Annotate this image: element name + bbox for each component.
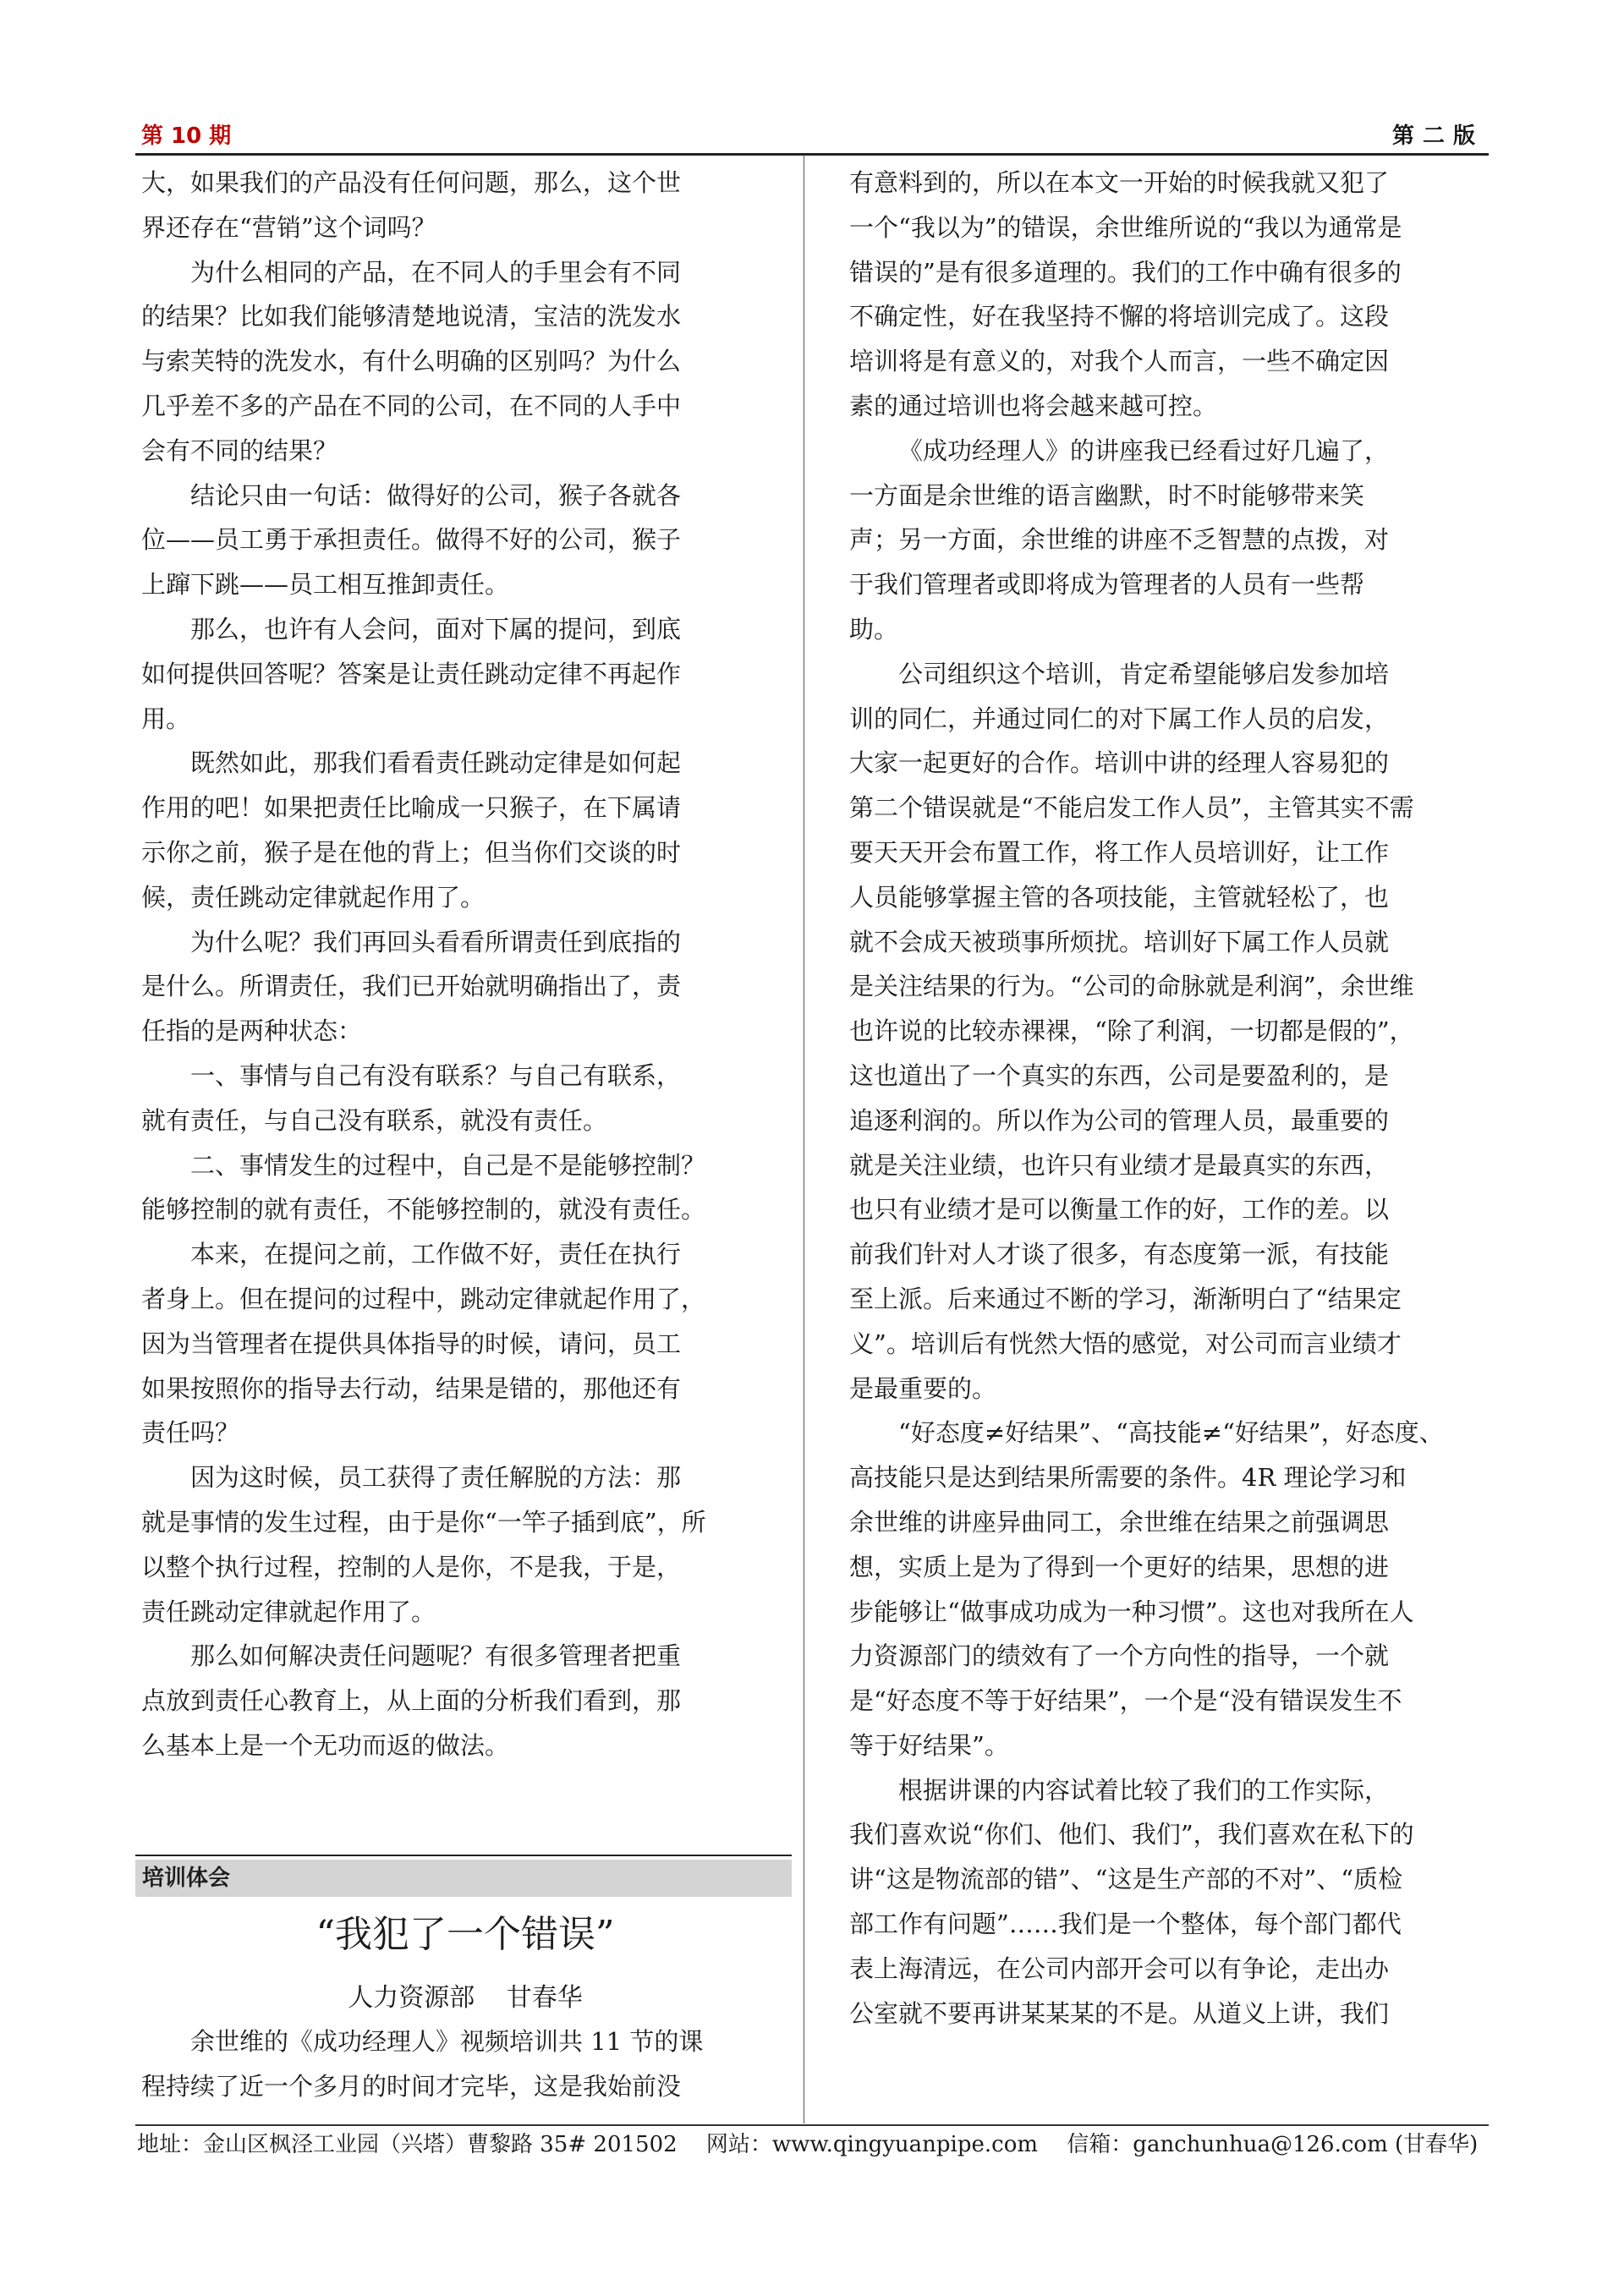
text-line: 训的同仁，并通过同仁的对下属工作人员的启发， xyxy=(849,704,1390,733)
text-line: 高技能只是达到结果所需要的条件。4R 理论学习和 xyxy=(849,1463,1407,1493)
text-line: 也只有业绩才是可以衡量工作的好，工作的差。以 xyxy=(849,1195,1390,1225)
header-rule xyxy=(135,153,1489,156)
text-line: 作用的吧！如果把责任比喻成一只猴子，在下属请 xyxy=(141,793,682,823)
text-line: 要天天开会布置工作，将工作人员培训好，让工作 xyxy=(849,837,1390,867)
text-line: 为什么相同的产品，在不同人的手里会有不同 xyxy=(190,257,682,287)
text-line: 公司组织这个培训，肯定希望能够启发参加培 xyxy=(898,659,1390,688)
text-line: 任指的是两种状态： xyxy=(141,1016,363,1046)
text-line: 余世维的《成功经理人》视频培训共 11 节的课 xyxy=(190,2027,704,2056)
text-line: 声；另一方面，余世维的讲座不乏智慧的点拨，对 xyxy=(849,525,1390,555)
text-line: 者身上。但在提问的过程中，跳动定律就起作用了， xyxy=(141,1284,706,1313)
text-line: 前我们针对人才谈了很多，有态度第一派，有技能 xyxy=(849,1240,1390,1269)
text-line: 因为这时候，员工获得了责任解脱的方法：那 xyxy=(190,1463,682,1493)
text-line: 是什么。所谓责任，我们已开始就明确指出了，责 xyxy=(141,972,682,1001)
text-line: “好态度≠好结果”、“高技能≠“好结果”，好态度、 xyxy=(898,1418,1444,1448)
text-line: 不确定性，好在我坚持不懈的将培训完成了。这段 xyxy=(849,302,1390,332)
text-line: 与索芙特的洗发水，有什么明确的区别吗？为什么 xyxy=(141,347,682,376)
text-line: 想，实质上是为了得到一个更好的结果，思想的进 xyxy=(849,1552,1390,1581)
footer-email: 信箱：ganchunhua@126.com (甘春华) xyxy=(1067,2132,1479,2157)
text-line: 素的通过培训也将会越来越可控。 xyxy=(849,391,1218,420)
text-line: 错误的”是有很多道理的。我们的工作中确有很多的 xyxy=(849,257,1402,287)
text-line: 有意料到的，所以在本文一开始的时候我就又犯了 xyxy=(849,168,1390,197)
text-line: 结论只由一句话：做得好的公司，猴子各就各 xyxy=(190,480,682,510)
text-line: 几乎差不多的产品在不同的公司，在不同的人手中 xyxy=(141,391,682,420)
text-line: 这也道出了一个真实的东西，公司是要盈利的，是 xyxy=(849,1060,1390,1090)
right-column xyxy=(849,161,1492,2036)
text-line: 大，如果我们的产品没有任何问题，那么，这个世 xyxy=(141,168,682,197)
text-line: 至上派。后来通过不断的学习，渐渐明白了“结果定 xyxy=(849,1284,1402,1313)
text-line: 步能够让“做事成功成为一种习惯”。这也对我所在人 xyxy=(849,1597,1414,1626)
text-line: 于我们管理者或即将成为管理者的人员有一些帮 xyxy=(849,570,1365,600)
issue-number: 第 10 期 xyxy=(141,123,232,149)
text-line: 就是事情的发生过程，由于是你“一竿子插到底”，所 xyxy=(141,1507,706,1537)
text-line: 表上海清远，在公司内部开会可以有争论，走出办 xyxy=(849,1954,1390,1983)
text-line: 我们喜欢说“你们、他们、我们”，我们喜欢在私下的 xyxy=(849,1820,1414,1849)
text-line: 界还存在“营销”这个词吗？ xyxy=(141,212,436,242)
text-line: 为什么呢？我们再回头看看所谓责任到底指的 xyxy=(190,927,682,956)
text-line: 大家一起更好的合作。培训中讲的经理人容易犯的 xyxy=(849,748,1390,778)
section-label: 培训体会 xyxy=(135,1860,792,1897)
text-line: 等于好结果”。 xyxy=(849,1730,1009,1760)
article-title: “我犯了一个错误” xyxy=(315,1913,615,1956)
text-line: 《成功经理人》的讲座我已经看过好几遍了， xyxy=(898,436,1390,465)
text-line: 是最重要的。 xyxy=(849,1373,997,1403)
text-line: 如果按照你的指导去行动，结果是错的，那他还有 xyxy=(141,1373,682,1403)
text-line: 讲“这是物流部的错”、“这是生产部的不对”、“质检 xyxy=(849,1865,1403,1894)
text-line: 点放到责任心教育上，从上面的分析我们看到，那 xyxy=(141,1686,682,1716)
footer-address: 地址：金山区枫泾工业园（兴塔）曹黎路 35# 201502 xyxy=(137,2132,678,2157)
text-line: 义”。培训后有恍然大悟的感觉，对公司而言业绩才 xyxy=(849,1329,1402,1358)
text-line: 部工作有问题”……我们是一个整体，每个部门都代 xyxy=(849,1910,1402,1939)
text-line: 余世维的讲座异曲同工，余世维在结果之前强调思 xyxy=(849,1507,1390,1537)
text-line: 责任跳动定律就起作用了。 xyxy=(141,1597,436,1626)
section-rule xyxy=(135,1855,792,1856)
text-line: 用。 xyxy=(141,704,191,733)
text-line: 一、事情与自己有没有联系？与自己有联系， xyxy=(190,1060,682,1090)
text-line: 责任吗？ xyxy=(141,1418,240,1448)
text-line: 程持续了近一个多月的时间才完毕，这是我始前没 xyxy=(141,2071,682,2101)
text-line: 么基本上是一个无功而返的做法。 xyxy=(141,1730,510,1760)
footer-website: 网站：www.qingyuanpipe.com xyxy=(705,2132,1039,2157)
footer xyxy=(137,2129,1490,2160)
text-line: 本来，在提问之前，工作做不好，责任在执行 xyxy=(190,1240,682,1269)
text-line: 如何提供回答呢？答案是让责任跳动定律不再起作 xyxy=(141,659,682,688)
text-line: 位——员工勇于承担责任。做得不好的公司，猴子 xyxy=(141,525,682,555)
text-line: 一个“我以为”的错误，余世维所说的“我以为通常是 xyxy=(849,212,1402,242)
text-line: 力资源部门的绩效有了一个方向性的指导，一个就 xyxy=(849,1641,1390,1671)
text-line: 一方面是余世维的语言幽默，时不时能够带来笑 xyxy=(849,480,1365,510)
text-line: 候，责任跳动定律就起作用了。 xyxy=(141,882,486,912)
left-column xyxy=(141,161,793,1768)
text-line: 以整个执行过程，控制的人是你，不是我，于是， xyxy=(141,1552,682,1581)
text-line: 是“好态度不等于好结果”，一个是“没有错误发生不 xyxy=(849,1686,1402,1716)
text-line: 那么，也许有人会问，面对下属的提问，到底 xyxy=(190,614,682,644)
text-line: 培训将是有意义的，对我个人而言，一些不确定因 xyxy=(849,347,1390,376)
text-line: 就有责任，与自己没有联系，就没有责任。 xyxy=(141,1105,608,1135)
text-line: 就是关注业绩，也许只有业绩才是最真实的东西， xyxy=(849,1150,1390,1180)
text-line: 的结果？比如我们能够清楚地说清，宝洁的洗发水 xyxy=(141,302,682,332)
text-line: 第二个错误就是“不能启发工作人员”，主管其实不需 xyxy=(849,793,1414,823)
text-line: 能够控制的就有责任，不能够控制的，就没有责任。 xyxy=(141,1195,706,1225)
text-line: 也许说的比较赤裸裸，“除了利润，一切都是假的”， xyxy=(849,1016,1414,1046)
text-line: 追逐利润的。所以作为公司的管理人员，最重要的 xyxy=(849,1105,1390,1135)
text-line: 是关注结果的行为。“公司的命脉就是利润”，余世维 xyxy=(849,972,1414,1001)
text-line: 示你之前，猴子是在他的背上；但当你们交谈的时 xyxy=(141,837,682,867)
text-line: 就不会成天被琐事所烦扰。培训好下属工作人员就 xyxy=(849,927,1390,956)
text-line: 会有不同的结果？ xyxy=(141,436,338,465)
text-line: 二、事情发生的过程中，自己是不是能够控制？ xyxy=(190,1150,706,1180)
text-line: 人员能够掌握主管的各项技能，主管就轻松了，也 xyxy=(849,882,1390,912)
text-line: 助。 xyxy=(849,614,899,644)
text-line: 因为当管理者在提供具体指导的时候，请问，员工 xyxy=(141,1329,682,1358)
footer-rule xyxy=(135,2124,1489,2126)
page-edition: 第二版 xyxy=(1391,123,1484,149)
text-line: 公室就不要再讲某某某的不是。从道义上讲，我们 xyxy=(849,1998,1390,2028)
text-line: 那么如何解决责任问题呢？有很多管理者把重 xyxy=(190,1641,682,1671)
text-line: 根据讲课的内容试着比较了我们的工作实际， xyxy=(898,1775,1390,1805)
article-byline: 人力资源部 甘春华 xyxy=(348,1983,583,2013)
text-line: 既然如此，那我们看看责任跳动定律是如何起 xyxy=(190,748,682,778)
article-body-start xyxy=(141,2019,793,2109)
text-line: 上蹿下跳——员工相互推卸责任。 xyxy=(141,570,510,600)
